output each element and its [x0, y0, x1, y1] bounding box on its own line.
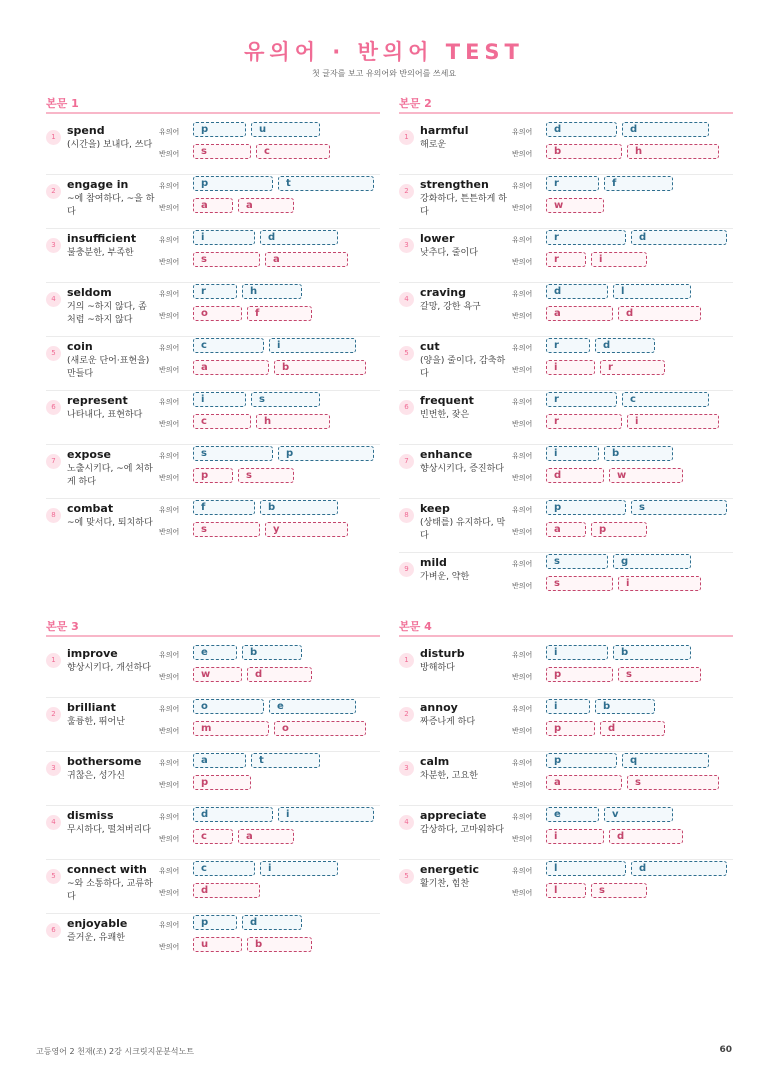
synonym-answer-box[interactable]: h — [242, 284, 302, 299]
korean-meaning: 해로운 — [420, 140, 447, 150]
synonym-answer-box[interactable]: l — [613, 284, 691, 299]
footer-text: 고등영어 2 천재(조) 2강 시크릿지문분석노트 — [36, 1047, 194, 1056]
antonym-label: 반의어 — [159, 474, 180, 482]
korean-meaning: ~에 맞서다, 퇴치하다 — [67, 518, 153, 528]
antonym-answer-box[interactable]: c — [256, 144, 330, 159]
item-number: 4 — [399, 815, 414, 830]
antonym-answer-box[interactable]: w — [193, 667, 242, 682]
word-row — [399, 698, 733, 752]
antonym-answer-box[interactable]: d — [247, 667, 312, 682]
antonym-answer-box[interactable]: o — [193, 306, 242, 321]
item-number: 2 — [399, 184, 414, 199]
synonym-answer-box[interactable]: d — [546, 284, 608, 299]
section-title: 본문 4 — [399, 618, 733, 637]
item-number: 8 — [399, 508, 414, 523]
item-number: 2 — [399, 707, 414, 722]
headword: expose — [67, 448, 111, 461]
synonym-answer-box[interactable]: b — [604, 446, 673, 461]
synonym-label: 유의어 — [159, 236, 180, 244]
synonym-label: 유의어 — [159, 398, 180, 406]
korean-meaning: 차분한, 고요한 — [420, 771, 478, 781]
synonym-answer-box[interactable]: p — [193, 122, 246, 137]
antonym-label: 반의어 — [159, 943, 180, 951]
synonym-answer-box[interactable]: e — [546, 807, 599, 822]
synonym-answer-box[interactable]: u — [251, 122, 320, 137]
synonym-label: 유의어 — [159, 921, 180, 929]
synonym-label: 유의어 — [159, 867, 180, 875]
item-number: 3 — [399, 761, 414, 776]
headword: appreciate — [420, 809, 487, 822]
antonym-label: 반의어 — [512, 312, 533, 320]
word-row — [399, 391, 733, 445]
antonym-answer-box[interactable]: o — [274, 721, 366, 736]
korean-meaning: (상태를) 유지하다, 막다 — [420, 518, 506, 541]
synonym-label: 유의어 — [512, 452, 533, 460]
item-number: 1 — [46, 653, 61, 668]
synonym-label: 유의어 — [512, 182, 533, 190]
headword: keep — [420, 502, 450, 515]
headword: spend — [67, 124, 105, 137]
section-2 — [399, 95, 733, 607]
antonym-answer-box[interactable]: i — [627, 414, 719, 429]
antonym-answer-box[interactable]: a — [193, 198, 233, 213]
antonym-label: 반의어 — [512, 366, 533, 374]
headword: dismiss — [67, 809, 114, 822]
synonym-label: 유의어 — [159, 128, 180, 136]
item-number: 6 — [399, 400, 414, 415]
page-title: 유의어 · 반의어 TEST — [244, 40, 524, 64]
antonym-label: 반의어 — [159, 781, 180, 789]
antonym-label: 반의어 — [159, 204, 180, 212]
synonym-label: 유의어 — [512, 398, 533, 406]
synonym-answer-box[interactable]: c — [622, 392, 709, 407]
word-row — [399, 337, 733, 391]
synonym-answer-box[interactable]: d — [622, 122, 709, 137]
korean-meaning: 향상시키다, 증진하다 — [420, 464, 504, 474]
antonym-answer-box[interactable]: i — [546, 829, 604, 844]
antonym-answer-box[interactable]: d — [609, 829, 683, 844]
antonym-label: 반의어 — [512, 150, 533, 158]
antonym-answer-box[interactable]: s — [591, 883, 647, 898]
antonym-answer-box[interactable]: b — [546, 144, 622, 159]
synonym-answer-box[interactable]: p — [546, 753, 617, 768]
antonym-label: 반의어 — [159, 835, 180, 843]
headword: brilliant — [67, 701, 116, 714]
synonym-answer-box[interactable]: r — [546, 392, 617, 407]
korean-meaning: 활기찬, 힘찬 — [420, 879, 470, 889]
item-number: 3 — [399, 238, 414, 253]
antonym-answer-box[interactable]: d — [600, 721, 665, 736]
antonym-answer-box[interactable]: a — [238, 198, 294, 213]
item-number: 7 — [399, 454, 414, 469]
antonym-answer-box[interactable]: y — [265, 522, 348, 537]
word-row — [399, 445, 733, 499]
synonym-label: 유의어 — [512, 759, 533, 767]
word-list — [46, 121, 380, 553]
synonym-answer-box[interactable]: i — [193, 230, 255, 245]
synonym-answer-box[interactable]: i — [546, 446, 599, 461]
korean-meaning: 갈망, 강한 욕구 — [420, 302, 481, 312]
antonym-answer-box[interactable]: d — [618, 306, 701, 321]
antonym-answer-box[interactable]: s — [546, 576, 613, 591]
page-number: 60 — [719, 1045, 732, 1055]
synonym-answer-box[interactable]: s — [193, 446, 273, 461]
korean-meaning: 불충분한, 부족한 — [67, 248, 134, 258]
antonym-label: 반의어 — [512, 889, 533, 897]
headword: energetic — [420, 863, 480, 876]
antonym-answer-box[interactable]: a — [546, 306, 613, 321]
synonym-label: 유의어 — [512, 236, 533, 244]
item-number: 9 — [399, 562, 414, 577]
antonym-answer-box[interactable]: b — [247, 937, 312, 952]
synonym-label: 유의어 — [159, 506, 180, 514]
synonym-answer-box[interactable]: b — [595, 699, 655, 714]
synonym-answer-box[interactable]: q — [622, 753, 709, 768]
synonym-label: 유의어 — [512, 867, 533, 875]
synonym-label: 유의어 — [512, 705, 533, 713]
headword: engage in — [67, 178, 129, 191]
antonym-answer-box[interactable]: c — [193, 829, 233, 844]
antonym-answer-box[interactable]: w — [609, 468, 683, 483]
korean-meaning: 짜증나게 하다 — [420, 717, 476, 727]
korean-meaning: 낮추다, 줄이다 — [420, 248, 478, 258]
item-number: 5 — [399, 869, 414, 884]
headword: insufficient — [67, 232, 137, 245]
item-number: 2 — [46, 184, 61, 199]
synonym-answer-box[interactable]: l — [546, 861, 626, 876]
headword: lower — [420, 232, 455, 245]
antonym-answer-box[interactable]: b — [274, 360, 366, 375]
antonym-label: 반의어 — [159, 312, 180, 320]
word-row — [46, 644, 380, 698]
korean-meaning: 노출시키다, ~에 처하게 하다 — [67, 464, 153, 487]
synonym-label: 유의어 — [512, 344, 533, 352]
antonym-label: 반의어 — [159, 366, 180, 374]
synonym-label: 유의어 — [159, 344, 180, 352]
korean-meaning: 즐거운, 유쾌한 — [67, 933, 125, 943]
korean-meaning: 빈번한, 잦은 — [420, 410, 470, 420]
item-number: 4 — [46, 815, 61, 830]
synonym-answer-box[interactable]: g — [613, 554, 691, 569]
synonym-answer-box[interactable]: p — [193, 176, 273, 191]
headword: cut — [420, 340, 440, 353]
synonym-label: 유의어 — [159, 651, 180, 659]
word-row — [46, 499, 380, 553]
antonym-answer-box[interactable]: i — [546, 360, 595, 375]
antonym-answer-box[interactable]: p — [193, 775, 251, 790]
synonym-label: 유의어 — [512, 290, 533, 298]
korean-meaning: 강화하다, 튼튼하게 하다 — [420, 194, 507, 217]
headword: annoy — [420, 701, 458, 714]
synonym-answer-box[interactable]: v — [604, 807, 673, 822]
synonym-answer-box[interactable]: d — [595, 338, 655, 353]
antonym-answer-box[interactable]: r — [546, 252, 586, 267]
antonym-label: 반의어 — [159, 528, 180, 536]
synonym-answer-box[interactable]: b — [242, 645, 302, 660]
antonym-answer-box[interactable]: i — [618, 576, 701, 591]
antonym-answer-box[interactable]: r — [600, 360, 665, 375]
section-4 — [399, 618, 733, 914]
headword: seldom — [67, 286, 112, 299]
word-row — [46, 175, 380, 229]
synonym-answer-box[interactable]: r — [546, 230, 626, 245]
word-row — [46, 229, 380, 283]
word-list — [399, 121, 733, 607]
word-row — [46, 698, 380, 752]
korean-meaning: ~에 참여하다, ~을 하다 — [67, 194, 155, 217]
korean-meaning: 나타내다, 표현하다 — [67, 410, 143, 420]
synonym-answer-box[interactable]: s — [631, 500, 727, 515]
item-number: 2 — [46, 707, 61, 722]
synonym-answer-box[interactable]: i — [260, 861, 338, 876]
word-row — [399, 860, 733, 914]
korean-meaning: 귀찮은, 성가신 — [67, 771, 125, 781]
word-row — [46, 337, 380, 391]
word-row — [399, 499, 733, 553]
antonym-answer-box[interactable]: p — [193, 468, 233, 483]
synonym-answer-box[interactable]: e — [193, 645, 237, 660]
antonym-answer-box[interactable]: f — [247, 306, 312, 321]
antonym-label: 반의어 — [159, 727, 180, 735]
antonym-label: 반의어 — [512, 528, 533, 536]
antonym-answer-box[interactable]: s — [193, 522, 260, 537]
antonym-answer-box[interactable]: h — [627, 144, 719, 159]
word-row — [399, 121, 733, 175]
synonym-answer-box[interactable]: d — [546, 122, 617, 137]
item-number: 4 — [399, 292, 414, 307]
synonym-answer-box[interactable]: i — [269, 338, 356, 353]
item-number: 1 — [399, 653, 414, 668]
korean-meaning: 감상하다, 고마워하다 — [420, 825, 504, 835]
antonym-answer-box[interactable]: h — [256, 414, 330, 429]
headword: frequent — [420, 394, 474, 407]
synonym-answer-box[interactable]: o — [193, 699, 264, 714]
synonym-answer-box[interactable]: f — [604, 176, 673, 191]
page-subtitle: 첫 글자를 보고 유의어와 반의어를 쓰세요 — [311, 69, 457, 78]
word-row — [399, 752, 733, 806]
synonym-answer-box[interactable]: d — [193, 807, 273, 822]
antonym-answer-box[interactable]: s — [627, 775, 719, 790]
synonym-answer-box[interactable]: p — [278, 446, 374, 461]
word-row — [46, 391, 380, 445]
synonym-answer-box[interactable]: a — [193, 753, 246, 768]
synonym-answer-box[interactable]: f — [193, 500, 255, 515]
antonym-label: 반의어 — [512, 258, 533, 266]
korean-meaning: 거의 ~하지 않다, 좀처럼 ~하지 않다 — [67, 302, 147, 325]
antonym-answer-box[interactable]: s — [193, 252, 260, 267]
korean-meaning: 훌륭한, 뛰어난 — [67, 717, 125, 727]
synonym-answer-box[interactable]: i — [546, 699, 590, 714]
synonym-answer-box[interactable]: r — [546, 338, 590, 353]
synonym-answer-box[interactable]: d — [631, 230, 727, 245]
antonym-answer-box[interactable]: p — [546, 721, 595, 736]
antonym-answer-box[interactable]: m — [193, 721, 269, 736]
synonym-answer-box[interactable]: e — [269, 699, 356, 714]
word-row — [399, 553, 733, 607]
headword: calm — [420, 755, 450, 768]
word-row — [46, 752, 380, 806]
synonym-label: 유의어 — [159, 290, 180, 298]
word-row — [399, 644, 733, 698]
headword: enjoyable — [67, 917, 128, 930]
antonym-answer-box[interactable]: d — [546, 468, 604, 483]
antonym-label: 반의어 — [159, 258, 180, 266]
synonym-answer-box[interactable]: r — [546, 176, 599, 191]
synonym-answer-box[interactable]: c — [193, 338, 264, 353]
antonym-answer-box[interactable]: a — [238, 829, 294, 844]
korean-meaning: (시간을) 보내다, 쓰다 — [67, 140, 153, 150]
item-number: 5 — [46, 869, 61, 884]
synonym-label: 유의어 — [512, 506, 533, 514]
word-list — [399, 644, 733, 914]
item-number: 5 — [399, 346, 414, 361]
antonym-answer-box[interactable]: a — [546, 775, 622, 790]
item-number: 3 — [46, 761, 61, 776]
synonym-label: 유의어 — [159, 813, 180, 821]
antonym-label: 반의어 — [512, 420, 533, 428]
word-row — [46, 914, 380, 968]
synonym-answer-box[interactable]: b — [613, 645, 691, 660]
word-row — [46, 445, 380, 499]
headword: improve — [67, 647, 118, 660]
item-number: 6 — [46, 400, 61, 415]
synonym-label: 유의어 — [512, 128, 533, 136]
antonym-label: 반의어 — [512, 673, 533, 681]
antonym-label: 반의어 — [159, 420, 180, 428]
synonym-answer-box[interactable]: p — [546, 500, 626, 515]
antonym-label: 반의어 — [512, 204, 533, 212]
word-row — [399, 175, 733, 229]
headword: bothersome — [67, 755, 142, 768]
synonym-answer-box[interactable]: t — [251, 753, 320, 768]
synonym-label: 유의어 — [159, 182, 180, 190]
synonym-answer-box[interactable]: d — [242, 915, 302, 930]
antonym-answer-box[interactable]: r — [546, 414, 622, 429]
synonym-label: 유의어 — [159, 759, 180, 767]
korean-meaning: ~와 소통하다, 교류하다 — [67, 879, 153, 902]
synonym-answer-box[interactable]: d — [260, 230, 338, 245]
antonym-label: 반의어 — [512, 582, 533, 590]
word-row — [46, 283, 380, 337]
headword: strengthen — [420, 178, 489, 191]
synonym-label: 유의어 — [512, 651, 533, 659]
word-row — [399, 806, 733, 860]
antonym-answer-box[interactable]: s — [193, 144, 251, 159]
item-number: 7 — [46, 454, 61, 469]
synonym-answer-box[interactable]: i — [278, 807, 374, 822]
headword: combat — [67, 502, 114, 515]
synonym-answer-box[interactable]: d — [631, 861, 727, 876]
item-number: 3 — [46, 238, 61, 253]
antonym-answer-box[interactable]: s — [238, 468, 294, 483]
antonym-label: 반의어 — [159, 889, 180, 897]
section-3 — [46, 618, 380, 968]
headword: coin — [67, 340, 93, 353]
antonym-answer-box[interactable]: u — [193, 937, 242, 952]
headword: mild — [420, 556, 447, 569]
word-list — [46, 644, 380, 968]
antonym-label: 반의어 — [512, 781, 533, 789]
synonym-label: 유의어 — [159, 705, 180, 713]
antonym-answer-box[interactable]: a — [265, 252, 348, 267]
korean-meaning: 가벼운, 약한 — [420, 572, 470, 582]
headword: enhance — [420, 448, 473, 461]
synonym-answer-box[interactable]: s — [251, 392, 320, 407]
item-number: 6 — [46, 923, 61, 938]
antonym-label: 반의어 — [512, 727, 533, 735]
section-title: 본문 2 — [399, 95, 733, 114]
antonym-label: 반의어 — [512, 835, 533, 843]
synonym-label: 유의어 — [159, 452, 180, 460]
item-number: 8 — [46, 508, 61, 523]
headword: represent — [67, 394, 128, 407]
korean-meaning: 무시하다, 떨쳐버리다 — [67, 825, 151, 835]
item-number: 4 — [46, 292, 61, 307]
headword: connect with — [67, 863, 147, 876]
word-row — [46, 121, 380, 175]
section-title: 본문 3 — [46, 618, 380, 637]
antonym-answer-box[interactable]: p — [591, 522, 647, 537]
headword: craving — [420, 286, 467, 299]
synonym-answer-box[interactable]: t — [278, 176, 374, 191]
antonym-answer-box[interactable]: l — [546, 883, 586, 898]
korean-meaning: (양을) 줄이다, 감축하다 — [420, 356, 506, 379]
headword: harmful — [420, 124, 469, 137]
headword: disturb — [420, 647, 465, 660]
item-number: 1 — [399, 130, 414, 145]
antonym-answer-box[interactable]: p — [546, 667, 613, 682]
word-row — [399, 283, 733, 337]
antonym-label: 반의어 — [512, 474, 533, 482]
item-number: 1 — [46, 130, 61, 145]
antonym-answer-box[interactable]: a — [193, 360, 269, 375]
antonym-label: 반의어 — [159, 673, 180, 681]
word-row — [46, 806, 380, 860]
item-number: 5 — [46, 346, 61, 361]
antonym-answer-box[interactable]: a — [546, 522, 586, 537]
antonym-answer-box[interactable]: c — [193, 414, 251, 429]
word-row — [399, 229, 733, 283]
synonym-label: 유의어 — [512, 560, 533, 568]
korean-meaning: (새로운 단어·표현을) 만들다 — [67, 356, 150, 379]
antonym-label: 반의어 — [159, 150, 180, 158]
synonym-answer-box[interactable]: s — [546, 554, 608, 569]
synonym-answer-box[interactable]: b — [260, 500, 338, 515]
synonym-answer-box[interactable]: i — [546, 645, 608, 660]
korean-meaning: 방해하다 — [420, 663, 455, 673]
synonym-label: 유의어 — [512, 813, 533, 821]
synonym-answer-box[interactable]: c — [193, 861, 255, 876]
synonym-answer-box[interactable]: p — [193, 915, 237, 930]
korean-meaning: 향상시키다, 개선하다 — [67, 663, 151, 673]
section-1 — [46, 95, 380, 553]
synonym-answer-box[interactable]: r — [193, 284, 237, 299]
word-row — [46, 860, 380, 914]
antonym-answer-box[interactable]: i — [591, 252, 647, 267]
antonym-answer-box[interactable]: s — [618, 667, 701, 682]
synonym-answer-box[interactable]: i — [193, 392, 246, 407]
section-title: 본문 1 — [46, 95, 380, 114]
antonym-answer-box[interactable]: w — [546, 198, 604, 213]
antonym-answer-box[interactable]: d — [193, 883, 260, 898]
